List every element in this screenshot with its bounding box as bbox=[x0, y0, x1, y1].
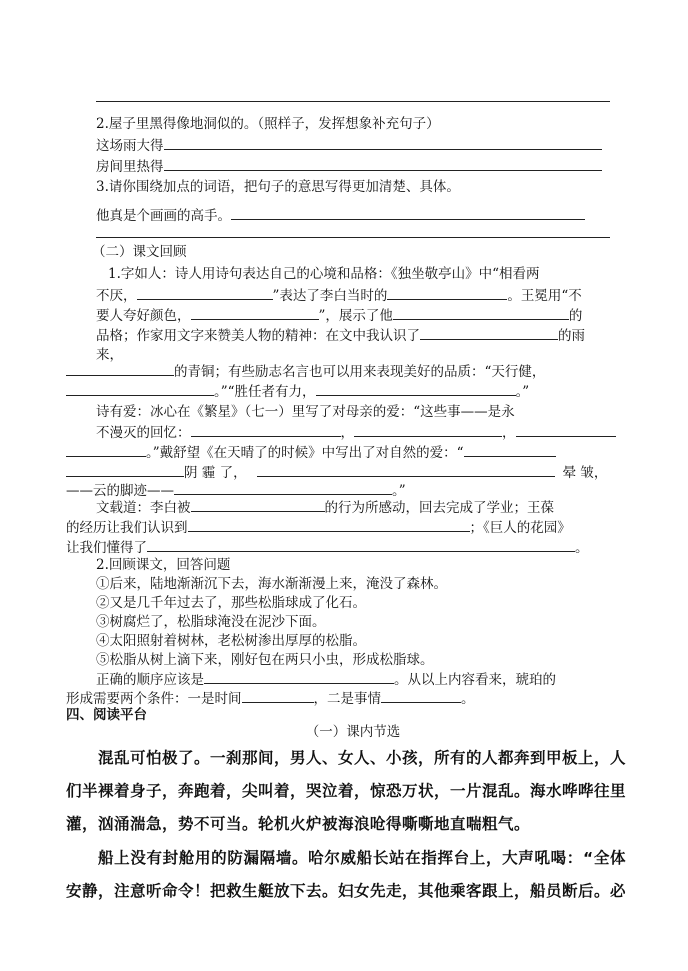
text: ”，展示了他 bbox=[318, 308, 393, 324]
reading-heading: 四、阅读平台 bbox=[66, 707, 147, 723]
answer-blank[interactable] bbox=[66, 443, 146, 457]
text: 的经历让我们认识到 bbox=[66, 520, 188, 536]
text: 。” bbox=[392, 483, 406, 499]
text: 形成需要两个条件：一是时间 bbox=[66, 691, 242, 707]
answer-blank[interactable] bbox=[191, 306, 319, 320]
review-q1-line-7 bbox=[66, 382, 529, 401]
text: 让我们懂得了 bbox=[66, 540, 147, 556]
answer-blank[interactable] bbox=[242, 689, 314, 703]
text: 。”“胜任者有力， bbox=[214, 384, 316, 400]
review-poetry-line-4 bbox=[66, 463, 607, 482]
exercise-2-title: 2.屋子里黑得像地洞似的。（照样子，发挥想象补充句子） bbox=[96, 116, 440, 132]
review-q1-line-2 bbox=[96, 286, 582, 305]
review-q2-item-4: ④太阳照射着树林，老松树渗出厚厚的松脂。 bbox=[96, 633, 366, 649]
exercise-3-line bbox=[96, 206, 585, 225]
answer-blank[interactable] bbox=[191, 498, 325, 512]
text: 品格；作家用文字来赞美人物的精神：在文中我认识了 bbox=[96, 328, 420, 344]
exercise-3-sentence: 他真是个画画的高手。 bbox=[96, 208, 231, 224]
text: 正确的顺序应该是 bbox=[96, 672, 204, 688]
review-q2-item-2: ②又是几千年过去了，那些松脂球成了化石。 bbox=[96, 595, 366, 611]
text: 。从以上内容看来，琥珀的 bbox=[394, 672, 556, 688]
review-q1-line-5: 来， bbox=[96, 347, 123, 363]
answer-blank[interactable] bbox=[393, 306, 569, 320]
answer-blank[interactable] bbox=[420, 326, 558, 340]
review-poetry-line-3 bbox=[66, 443, 556, 462]
review-q1-line-3 bbox=[96, 306, 582, 325]
exercise-2-line-a-label: 这场雨大得 bbox=[96, 138, 164, 154]
review-truth-line-1 bbox=[96, 498, 554, 517]
answer-blank[interactable] bbox=[464, 443, 556, 457]
answer-blank[interactable] bbox=[354, 423, 502, 437]
text: 要人夸好颜色， bbox=[96, 308, 191, 324]
text: ”表达了李白当时的 bbox=[272, 288, 388, 304]
answer-blank[interactable] bbox=[191, 423, 341, 437]
text: 。”戴舒望《在天晴了的时候》中写出了对自然的爱：“ bbox=[146, 445, 464, 461]
text: ， bbox=[593, 465, 608, 481]
answer-blank[interactable] bbox=[147, 538, 575, 552]
review-q1-line-4 bbox=[96, 326, 585, 345]
review-q2-item-1: ①后来，陆地渐渐沉下去，海水渐渐漫上来，淹没了森林。 bbox=[96, 576, 447, 592]
answer-blank[interactable] bbox=[231, 206, 585, 220]
text: 文载道：李白被 bbox=[96, 500, 191, 516]
answer-blank[interactable] bbox=[137, 286, 273, 300]
review-q2-title: 2.回顾课文，回答问题 bbox=[96, 557, 231, 573]
text: 的雨 bbox=[558, 328, 585, 344]
text: 阴 霾 了， bbox=[184, 465, 247, 481]
text: 的 bbox=[568, 308, 583, 324]
text: ， bbox=[502, 425, 516, 441]
answer-blank[interactable] bbox=[516, 423, 616, 437]
review-q2-answer-line-1 bbox=[96, 670, 556, 689]
reading-passage-1: 混乱可怕极了。一刹那间，男人、女人、小孩，所有的人都奔到甲板上，人们半裸着身子，奔跑着，尖叫着，哭泣着，惊恐万状，一片混乱。海水哗哗往里灌，汹涌湍急，势不可当。轮机火炉被海浪呛得嘶嘶地直喘粗气。 bbox=[66, 749, 627, 833]
exercise-2-line-a bbox=[96, 136, 602, 155]
answer-blank[interactable] bbox=[204, 670, 394, 684]
review-q1-line-6 bbox=[66, 362, 545, 381]
text: 。王冕用“不 bbox=[507, 288, 582, 304]
text: 。 bbox=[575, 540, 589, 556]
text: 晕 皱 bbox=[562, 465, 594, 481]
section-review-heading: （二）课文回顾 bbox=[92, 244, 187, 260]
answer-blank[interactable] bbox=[66, 362, 174, 376]
text: 的行为所感动，回去完成了学业；王葆 bbox=[324, 500, 554, 516]
text: 。” bbox=[515, 384, 530, 400]
review-truth-line-3 bbox=[66, 538, 589, 557]
review-q2-item-3: ③树腐烂了，松脂球淹没在泥沙下面。 bbox=[96, 614, 326, 630]
answer-blank[interactable] bbox=[188, 518, 470, 532]
reading-subheading: （一）课内节选 bbox=[305, 724, 401, 740]
answer-line-top[interactable] bbox=[96, 101, 610, 102]
answer-blank[interactable] bbox=[257, 463, 555, 477]
answer-blank[interactable] bbox=[164, 157, 602, 171]
review-poetry-line-1: 诗有爱：冰心在《繁星》（七一）里写了对母亲的爱：“这些事——是永 bbox=[96, 404, 515, 420]
answer-blank[interactable] bbox=[316, 382, 516, 396]
review-poetry-line-2 bbox=[96, 423, 616, 442]
review-q1-line-1: 1.字如人：诗人用诗句表达自己的心境和品格：《独坐敬亭山》中“相看两 bbox=[108, 266, 540, 282]
answer-blank[interactable] bbox=[66, 382, 214, 396]
text: ；《巨人的花园》 bbox=[469, 520, 571, 536]
exercise-2-line-b-label: 房间里热得 bbox=[96, 159, 164, 175]
text: 不漫灭的回忆： bbox=[96, 425, 191, 441]
text: ，二是事情 bbox=[313, 691, 381, 707]
answer-blank[interactable] bbox=[387, 286, 507, 300]
answer-blank[interactable] bbox=[381, 689, 461, 703]
reading-passage-2: 船上没有封舱用的防漏隔墙。哈尔威船长站在指挥台上，大声吼喝：“全体安静，注意听命令！把救生艇放下去。妇女先走，其他乘客跟上，船员断后。必 bbox=[66, 849, 627, 900]
answer-blank[interactable] bbox=[66, 463, 184, 477]
text: 不厌， bbox=[96, 288, 137, 304]
text: ——云的脚迹—— bbox=[66, 483, 174, 499]
text: 的青铜；有些励志名言也可以用来表现美好的品质：“天行健， bbox=[174, 364, 546, 380]
answer-blank[interactable] bbox=[174, 481, 392, 495]
answer-line-ex3[interactable] bbox=[96, 237, 610, 238]
answer-blank[interactable] bbox=[164, 136, 602, 150]
text: 。 bbox=[461, 691, 475, 707]
exercise-3-title: 3.请你围绕加点的词语，把句子的意思写得更加清楚、具体。 bbox=[96, 179, 460, 195]
exercise-2-line-b bbox=[96, 157, 602, 176]
review-truth-line-2 bbox=[66, 518, 571, 537]
review-q2-item-5: ⑤松脂从树上滴下来，刚好包在两只小虫，形成松脂球。 bbox=[96, 652, 434, 668]
text: ， bbox=[340, 425, 354, 441]
